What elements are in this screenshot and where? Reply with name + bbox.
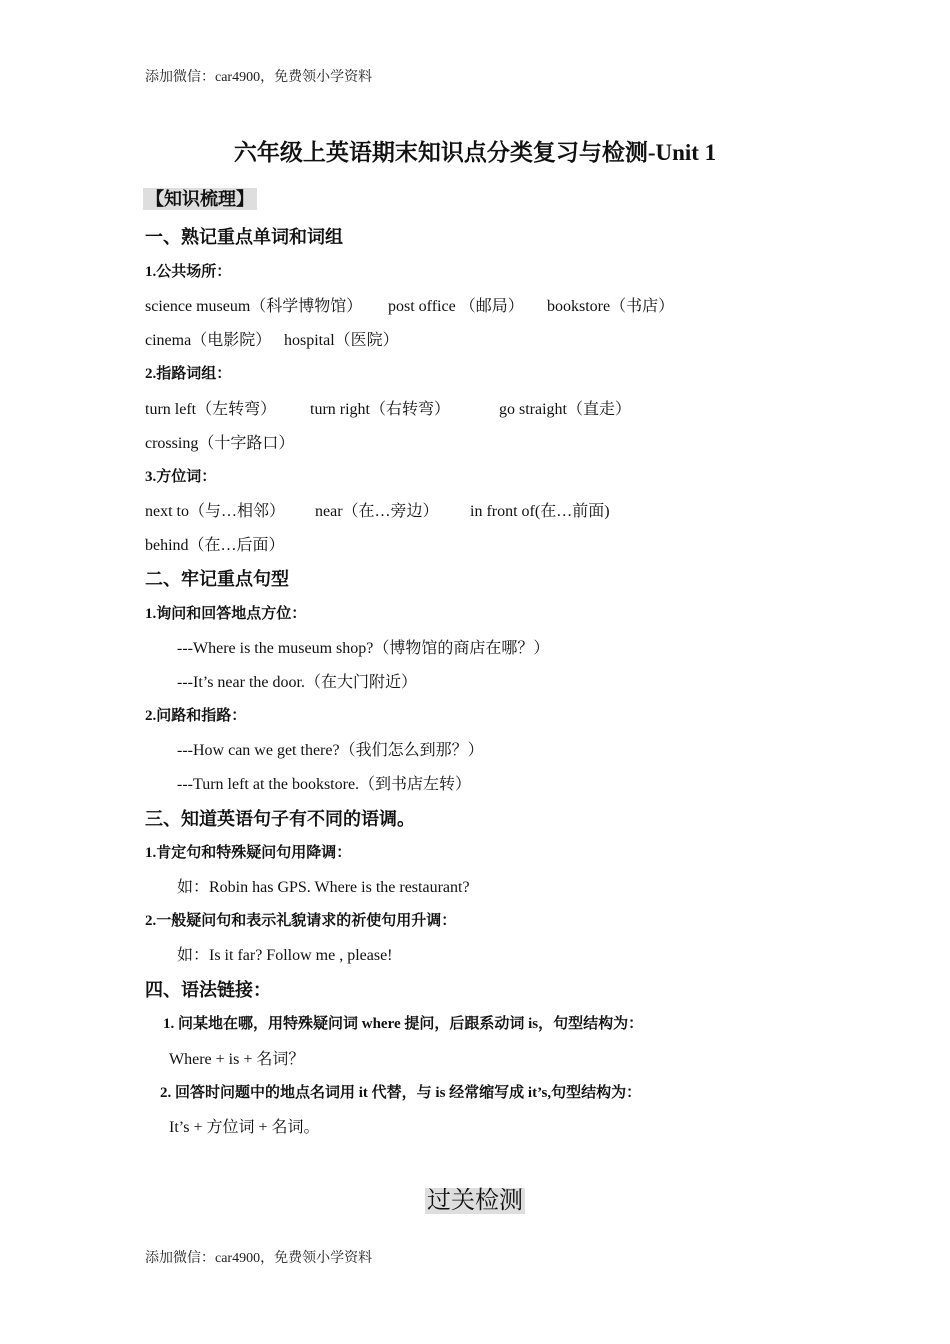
structure-line: Where + is + 名词？ <box>169 1051 305 1068</box>
section-heading-1: 一、熟记重点单词和词组 <box>145 227 343 247</box>
vocab-line <box>145 327 399 350</box>
example-line: 如：Is it far? Follow me , please! <box>177 947 393 964</box>
vocab-item: in front of(在…前面) <box>470 503 610 520</box>
vocab-item: go straight（直走） <box>499 401 631 418</box>
group-label-rising-tone: 2.一般疑问句和表示礼貌请求的祈使句用升调： <box>145 913 457 929</box>
grammar-point-1: 1. 问某地在哪，用特殊疑问词 where 提问，后跟系动词 is，句型结构为： <box>163 1016 644 1032</box>
group-label-directions: 2.指路词组： <box>145 366 232 382</box>
vocab-item: turn right（右转弯） <box>310 401 450 418</box>
vocab-item: science museum（科学博物馆） <box>145 298 363 315</box>
grammar-point-2: 2. 回答时问题中的地点名词用 it 代替，与 is 经常缩写成 it’s,句型结构为： <box>160 1085 642 1101</box>
sentence-line: ---Where is the museum shop?（博物馆的商店在哪？） <box>177 640 550 657</box>
check-title <box>0 1180 950 1215</box>
vocab-item: next to（与…相邻） <box>145 503 285 520</box>
vocab-line <box>145 396 631 419</box>
vocab-item: post office （邮局） <box>388 298 524 315</box>
header-note: 添加微信：car4900，免费领小学资料 <box>145 70 373 85</box>
structure-line: It’s + 方位词 + 名词。 <box>169 1119 320 1136</box>
example-line: 如：Robin has GPS. Where is the restaurant? <box>177 879 470 896</box>
vocab-item: near（在…旁边） <box>315 503 439 520</box>
vocab-line <box>145 430 294 453</box>
vocab-line <box>145 532 285 555</box>
group-label-location-qa: 1.询问和回答地点方位： <box>145 606 307 622</box>
sentence-line: ---It’s near the door.（在大门附近） <box>177 674 417 691</box>
vocab-item: crossing（十字路口） <box>145 435 295 452</box>
section-heading-3: 三、知道英语句子有不同的语调。 <box>145 809 415 829</box>
sentence-line: ---Turn left at the bookstore.（到书店左转） <box>177 776 472 793</box>
vocab-item: behind（在…后面） <box>145 537 285 554</box>
group-label-falling-tone: 1.肯定句和特殊疑问句用降调： <box>145 845 352 861</box>
group-label-ask-directions: 2.问路和指路： <box>145 708 247 724</box>
section-heading-4: 四、语法链接： <box>145 980 271 1000</box>
check-title-text: 过关检测 <box>427 1188 523 1214</box>
vocab-item: bookstore（书店） <box>547 298 675 315</box>
vocab-item: cinema（电影院） <box>145 332 272 349</box>
section-heading-2: 二、牢记重点句型 <box>145 569 289 589</box>
vocab-line <box>145 498 610 521</box>
vocab-item: hospital（医院） <box>284 332 399 349</box>
document-title: 六年级上英语期末知识点分类复习与检测-Unit 1 <box>233 140 717 165</box>
group-label-prepositions: 3.方位词： <box>145 469 217 485</box>
knowledge-tag: 【知识梳理】 <box>143 188 257 210</box>
vocab-item: turn left（左转弯） <box>145 401 277 418</box>
footer-note: 添加微信：car4900，免费领小学资料 <box>145 1251 373 1266</box>
vocab-line <box>145 293 675 316</box>
sentence-line: ---How can we get there?（我们怎么到那？） <box>177 742 484 759</box>
group-label-public-places: 1.公共场所： <box>145 264 232 280</box>
